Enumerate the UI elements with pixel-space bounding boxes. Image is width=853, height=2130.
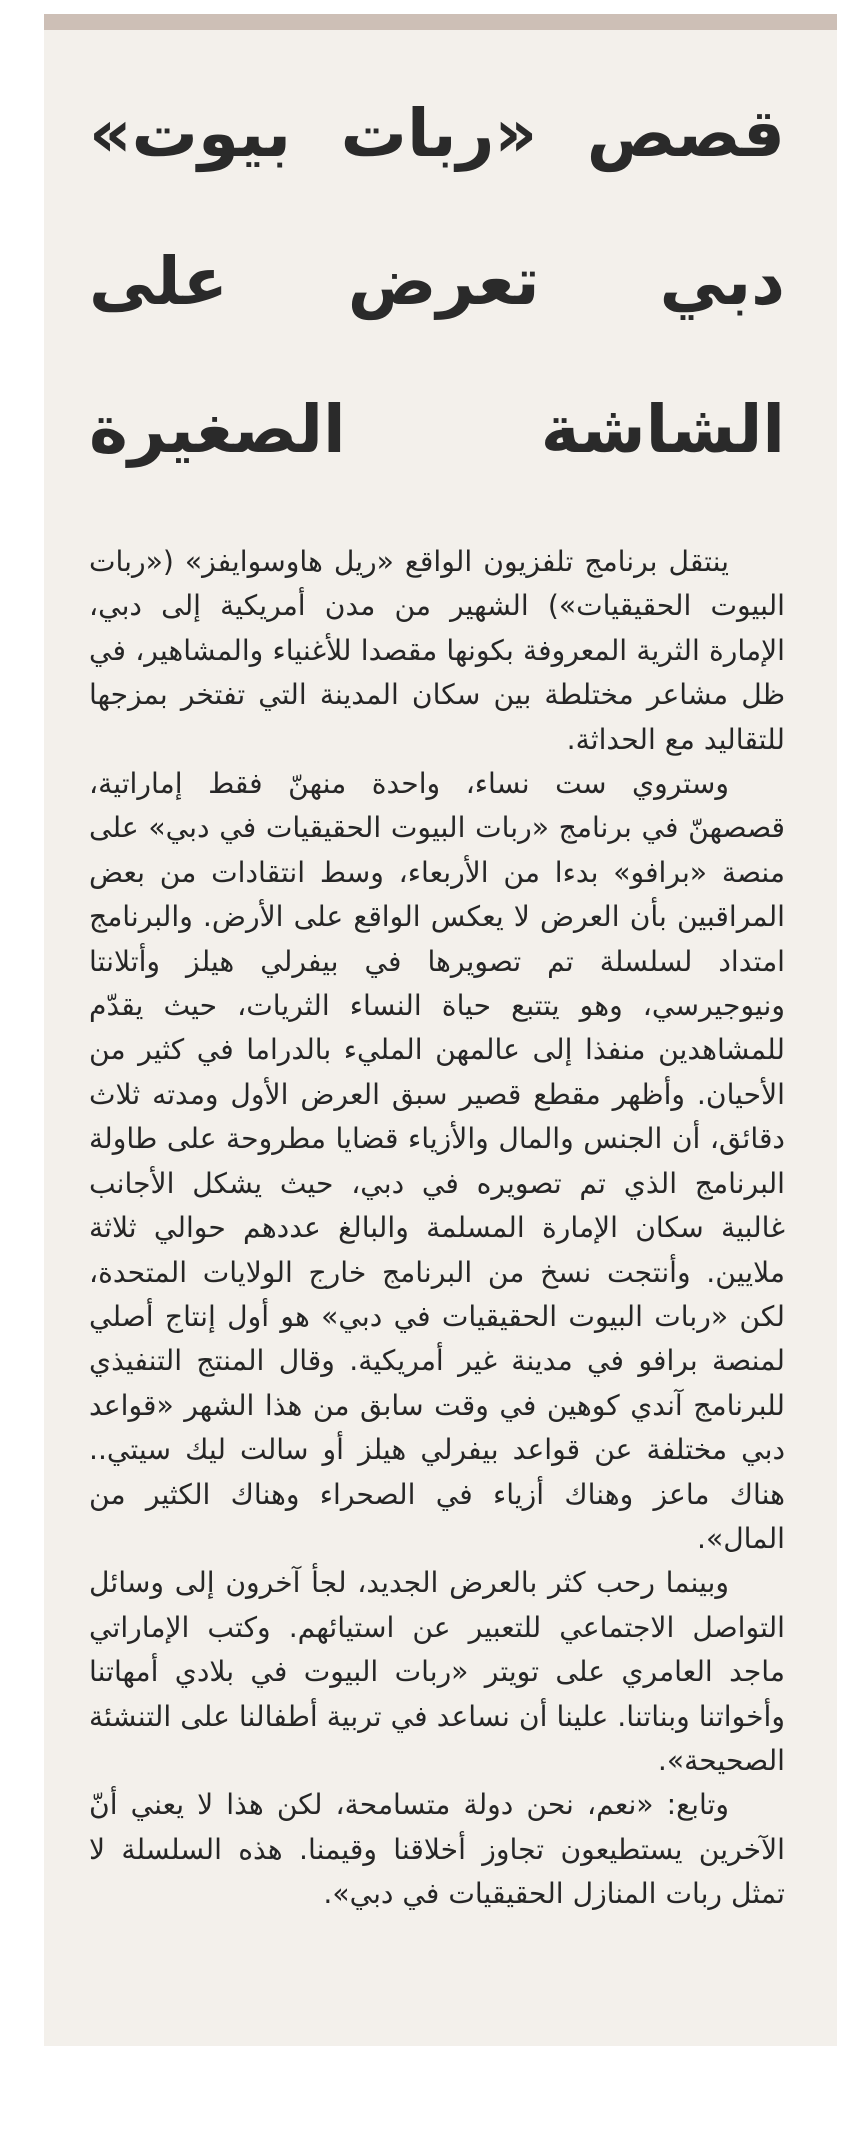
- top-divider-bar: [44, 14, 837, 30]
- article-paragraph-2: وستروي ست نساء، واحدة منهنّ فقط إماراتية، قصصهنّ في برنامج «ربات البيوت الحقيقيات في دبي» على منصة «برافو» بدءا من الأربعاء، وسط انتقادات من بعض المراقبين بأن العرض لا يعكس الواقع على الأرض. والبرنامج امتداد لسلسلة تم تصويرها في بيفرلي هيلز وأتلانتا ونيوجيرسي، وهو يتتبع حياة النساء الثريات، حيث يقدّم للمشاهدين منفذا إلى عالمهن المليء بالدراما في كثير من الأحيان. وأظهر مقطع قصير سبق العرض الأول ومدته ثلاث دقائق، أن الجنس والمال والأزياء قضايا مطروحة على طاولة البرنامج الذي تم تصويره في دبي، حيث يشكل الأجانب غالبية سكان الإمارة المسلمة والبالغ عددهم حوالي ثلاثة ملايين. وأنتجت نسخ من البرنامج خارج الولايات المتحدة، لكن «ربات البيوت الحقيقيات في دبي» هو أول إنتاج أصلي لمنصة برافو في مدينة غير أمريكية. وقال المنتج التنفيذي للبرنامج آندي كوهين في وقت سابق من هذا الشهر «قواعد دبي مختلفة عن قواعد بيفرلي هيلز أو سالت ليك سيتي.. هناك ماعز وهناك أزياء في الصحراء وهناك الكثير من المال».: [89, 767, 785, 1555]
- article-headline: قصص «ربات بيوت» دبي تعرض على الشاشة الصغيرة: [89, 95, 785, 468]
- article-paragraph-3: وبينما رحب كثر بالعرض الجديد، لجأ آخرون إلى وسائل التواصل الاجتماعي للتعبير عن استيائهم. وكتب الإماراتي ماجد العامري على تويتر «ربات البيوت في بلادي أمهاتنا وأخواتنا وبناتنا. علينا أن نساعد في تربية أطفالنا على التنشئة الصحيحة».: [89, 1566, 785, 1777]
- article-paragraph-4: وتابع: «نعم، نحن دولة متسامحة، لكن هذا لا يعني أنّ الآخرين يستطيعون تجاوز أخلاقنا وقيمنا. هذه السلسلة لا تمثل ربات المنازل الحقيقيات في دبي».: [89, 1788, 785, 1911]
- article-paragraph-1: ينتقل برنامج تلفزيون الواقع «ريل هاوسوايفز» («ربات البيوت الحقيقيات») الشهير من مدن أمريكية إلى دبي، الإمارة الثرية المعروفة بكونها مقصدا للأغنياء والمشاهير، في ظل مشاعر مختلطة بين سكان المدينة التي تفتخر بمزجها للتقاليد مع الحداثة.: [89, 545, 785, 756]
- article: [89, 60, 785, 1917]
- newspaper-clipping: [44, 14, 837, 2046]
